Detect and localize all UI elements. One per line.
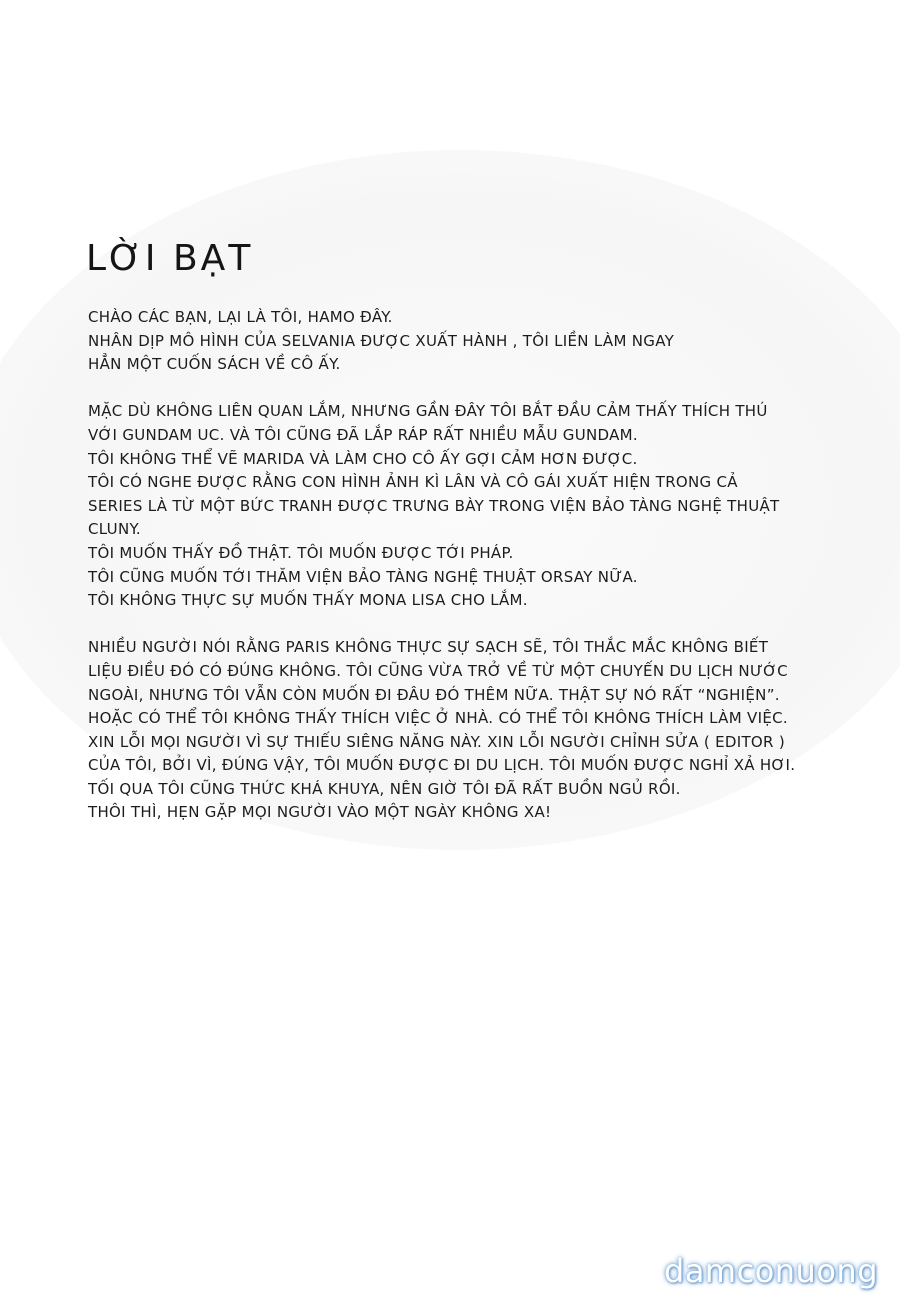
afterword-body: [88, 306, 848, 849]
text-line: CLUNY.: [88, 520, 141, 539]
text-line: NHÂN DỊP MÔ HÌNH CỦA SELVANIA ĐƯỢC XUẤT HÀNH , TÔI LIỀN LÀM NGAY: [88, 331, 675, 350]
text-line: SERIES LÀ TỪ MỘT BỨC TRANH ĐƯỢC TRƯNG BÀY TRONG VIỆN BẢO TÀNG NGHỆ THUẬT: [88, 496, 780, 515]
text-line: THÔI THÌ, HẸN GẶP MỌI NGƯỜI VÀO MỘT NGÀY KHÔNG XA!: [88, 803, 552, 822]
text-line: VỚI GUNDAM UC. VÀ TÔI CŨNG ĐÃ LẮP RÁP RẤT NHIỀU MẪU GUNDAM.: [88, 425, 638, 444]
text-line: HẲN MỘT CUỐN SÁCH VỀ CÔ ẤY.: [88, 355, 341, 374]
watermark: damconuong: [664, 1252, 878, 1290]
text-line: CỦA TÔI, BỞI VÌ, ĐÚNG VẬY, TÔI MUỐN ĐƯỢC ĐI DU LỊCH. TÔI MUỐN ĐƯỢC NGHỈ XẢ HƠI.: [88, 756, 796, 775]
text-line: MẶC DÙ KHÔNG LIÊN QUAN LẮM, NHƯNG GẦN ĐÂY TÔI BẮT ĐẦU CẢM THẤY THÍCH THÚ: [88, 402, 768, 421]
text-line: TỐI QUA TÔI CŨNG THỨC KHÁ KHUYA, NÊN GIỜ TÔI ĐÃ RẤT BUỒN NGỦ RỒI.: [88, 779, 681, 798]
page-title: LỜI BẠT: [86, 238, 254, 279]
paragraph-2: [88, 400, 848, 612]
paragraph-1: [88, 306, 848, 377]
text-line: TÔI CÓ NGHE ĐƯỢC RẰNG CON HÌNH ẢNH KÌ LÂN VÀ CÔ GÁI XUẤT HIỆN TRONG CẢ: [88, 473, 738, 492]
paragraph-3: [88, 636, 848, 825]
text-line: HOẶC CÓ THỂ TÔI KHÔNG THẤY THÍCH VIỆC Ở NHÀ. CÓ THỂ TÔI KHÔNG THÍCH LÀM VIỆC.: [88, 709, 788, 728]
text-line: TÔI MUỐN THẤY ĐỒ THẬT. TÔI MUỐN ĐƯỢC TỚI PHÁP.: [88, 543, 514, 562]
text-line: TÔI KHÔNG THỰC SỰ MUỐN THẤY MONA LISA CHO LẮM.: [88, 591, 528, 610]
text-line: XIN LỖI MỌI NGƯỜI VÌ SỰ THIẾU SIÊNG NĂNG NÀY. XIN LỖI NGƯỜI CHỈNH SỬA ( EDITOR ): [88, 732, 785, 751]
text-line: LIỆU ĐIỀU ĐÓ CÓ ĐÚNG KHÔNG. TÔI CŨNG VỪA TRỞ VỀ TỪ MỘT CHUYẾN DU LỊCH NƯỚC: [88, 661, 788, 680]
text-line: TÔI CŨNG MUỐN TỚI THĂM VIỆN BẢO TÀNG NGHỆ THUẬT ORSAY NỮA.: [88, 567, 638, 586]
text-line: NHIỀU NGƯỜI NÓI RẰNG PARIS KHÔNG THỰC SỰ SẠCH SẼ, TÔI THẮC MẮC KHÔNG BIẾT: [88, 638, 769, 657]
text-line: NGOÀI, NHƯNG TÔI VẪN CÒN MUỐN ĐI ĐÂU ĐÓ THÊM NỮA. THẬT SỰ NÓ RẤT “NGHIỆN”.: [88, 685, 780, 704]
text-line: CHÀO CÁC BẠN, LẠI LÀ TÔI, HAMO ĐÂY.: [88, 308, 393, 326]
text-line: TÔI KHÔNG THỂ VẼ MARIDA VÀ LÀM CHO CÔ ẤY GỢI CẢM HƠN ĐƯỢC.: [88, 449, 638, 468]
